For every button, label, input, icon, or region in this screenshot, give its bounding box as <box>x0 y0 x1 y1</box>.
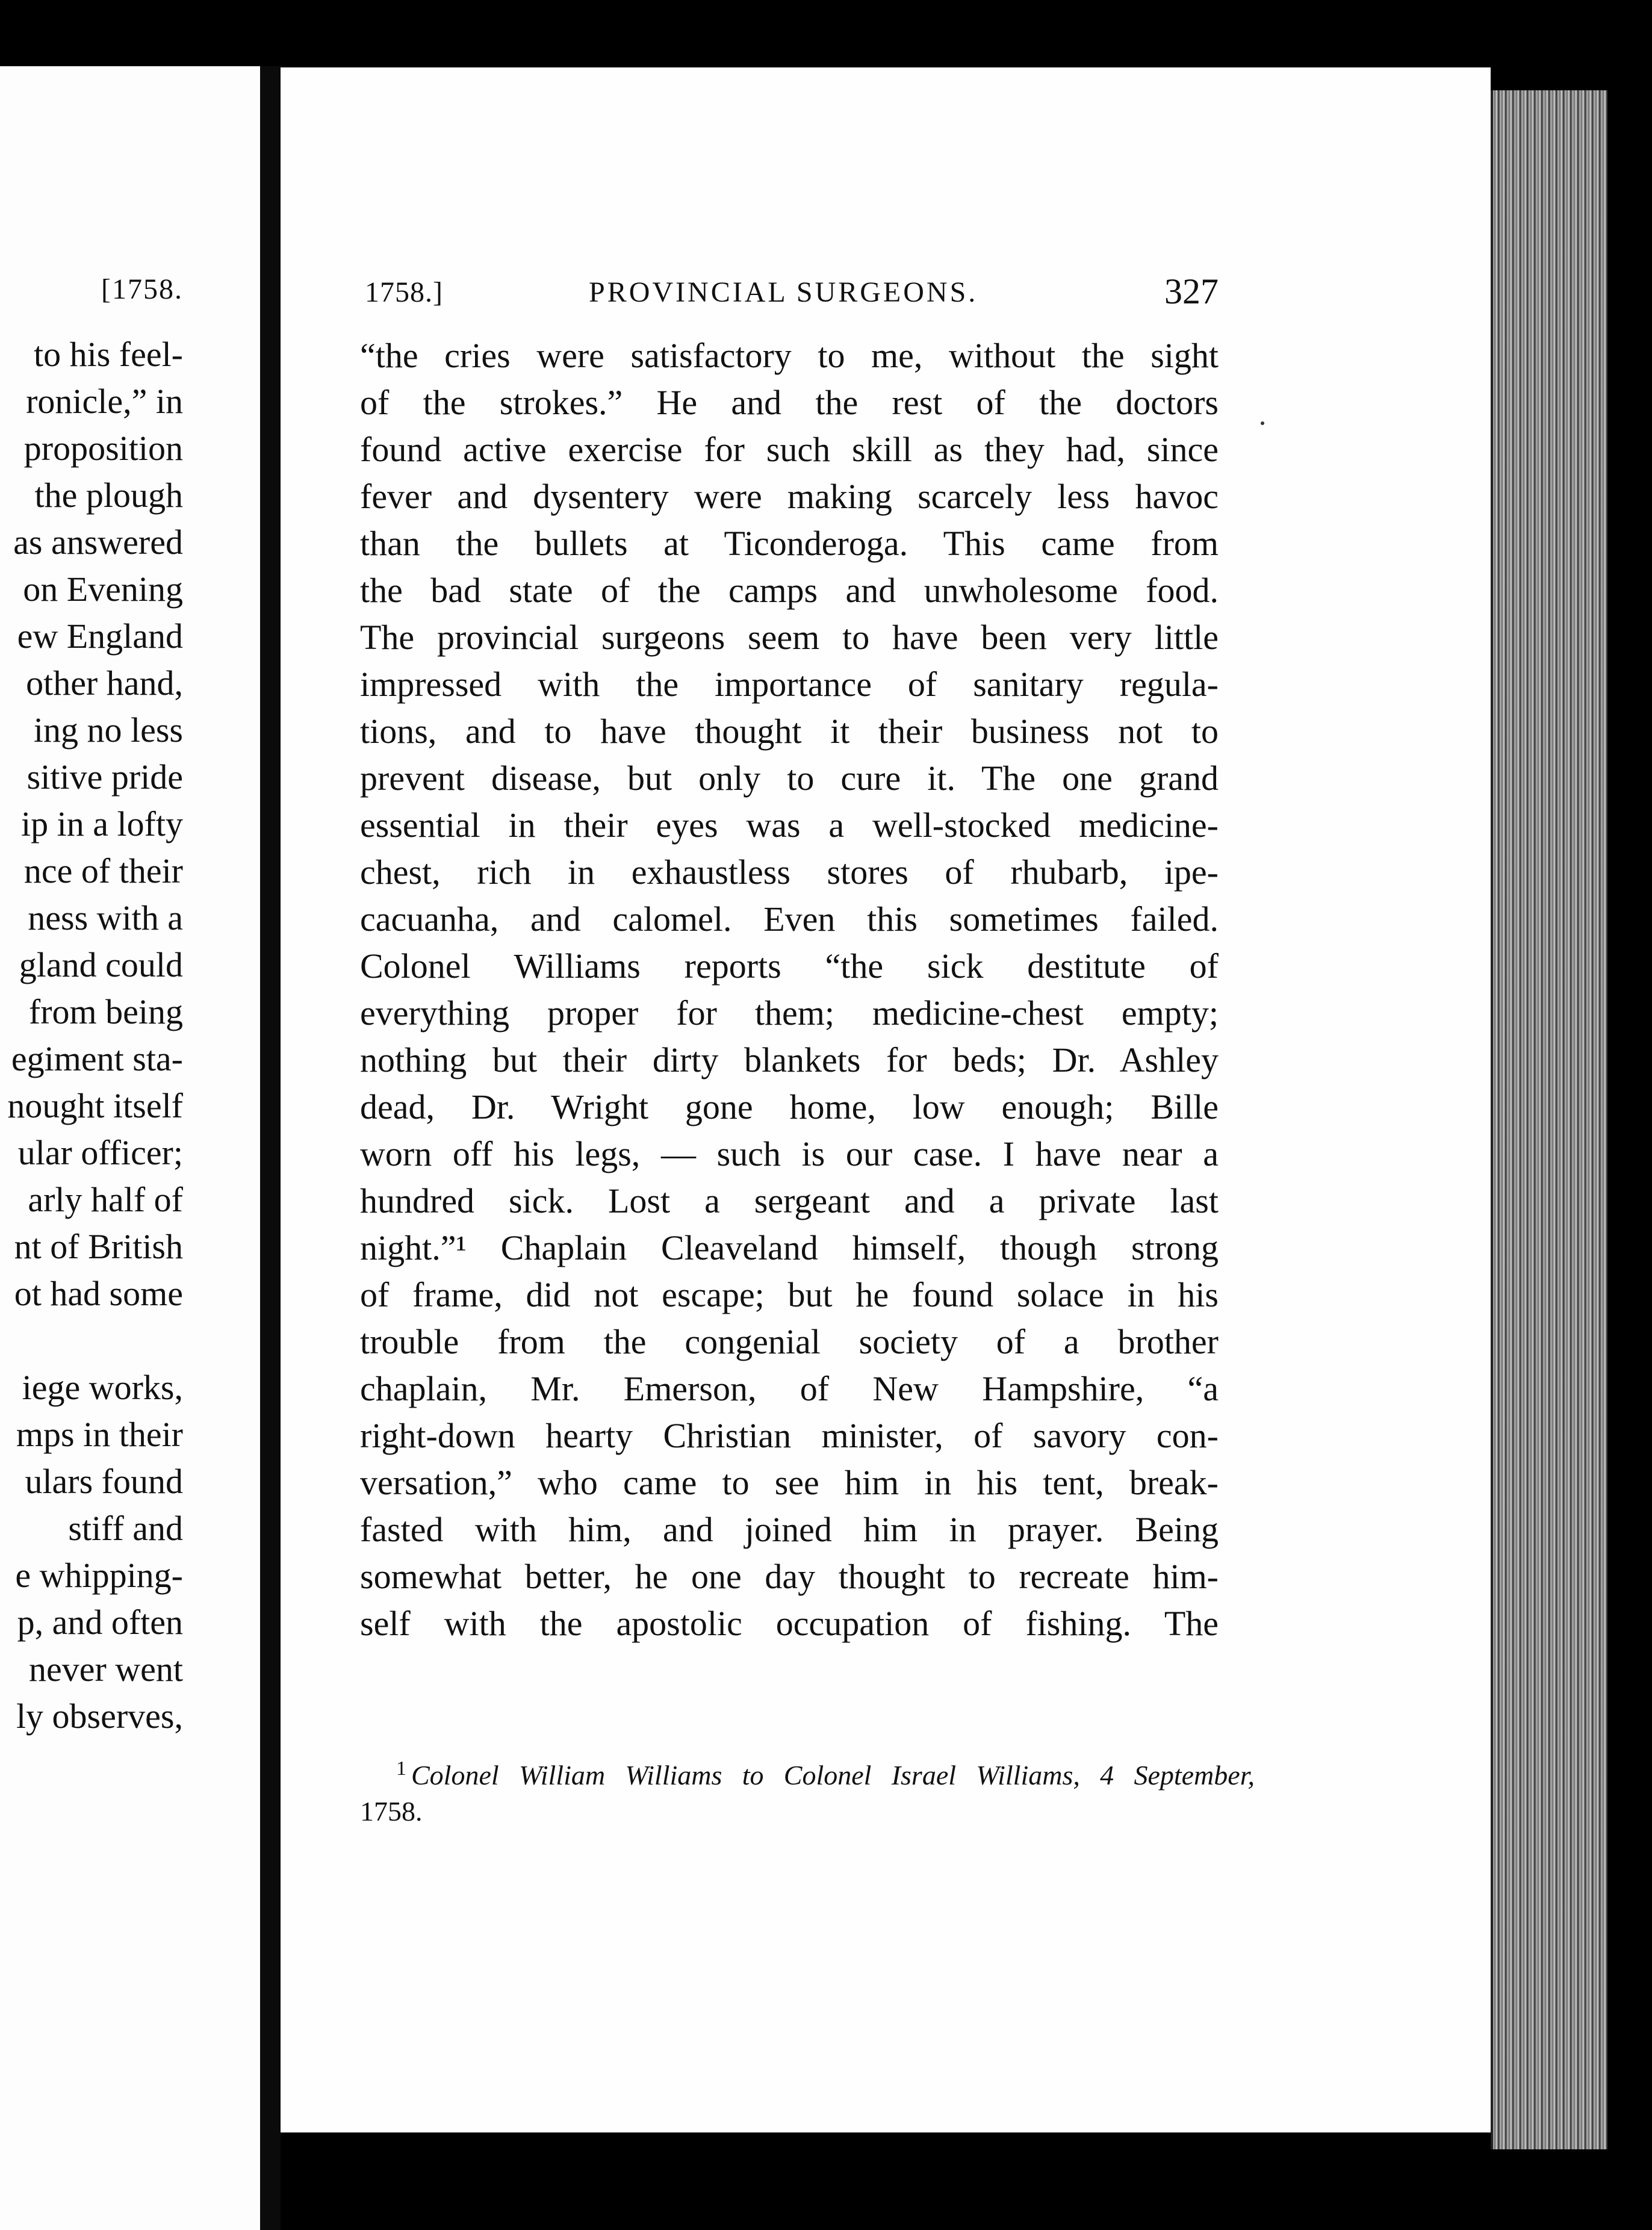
text-line: worn off his legs, — such is our case. I have near a <box>360 1134 1219 1173</box>
left-text-line: ly observes, <box>16 1697 183 1736</box>
footnote-marker: 1 <box>396 1757 406 1780</box>
text-line: of frame, did not escape; but he found solace in his <box>360 1275 1219 1314</box>
left-text-line: as answered <box>13 523 183 562</box>
left-text-line: gland could <box>19 945 183 984</box>
left-text-line: ular officer; <box>17 1133 183 1172</box>
left-text-line: proposition <box>23 429 183 468</box>
text-line: everything proper for them; medicine-chest empty; <box>360 993 1219 1033</box>
left-text-line: p, and often <box>17 1603 183 1642</box>
running-head-year: 1758.] <box>365 276 443 308</box>
text-line: chaplain, Mr. Emerson, of New Hampshire, “a <box>360 1369 1219 1408</box>
text-line: dead, Dr. Wright gone home, low enough; Bille <box>360 1087 1219 1126</box>
left-text-line: to his feel- <box>33 335 183 374</box>
text-line: The provincial surgeons seem to have been very little <box>360 618 1219 657</box>
left-text-line: nce of their <box>23 851 183 890</box>
left-page-fragment <box>0 66 260 2230</box>
text-line: than the bullets at Ticonderoga. This came from <box>360 524 1219 563</box>
text-line: hundred sick. Lost a sergeant and a private last <box>360 1181 1219 1220</box>
left-text-line: the plough <box>34 476 183 515</box>
text-line: of the strokes.” He and the rest of the doctors <box>360 383 1219 422</box>
left-text-line: from being <box>28 992 183 1031</box>
text-line: fasted with him, and joined him in prayer. Being <box>360 1510 1219 1549</box>
left-text-line: sitive pride <box>26 757 183 797</box>
text-line: prevent disease, but only to cure it. The one grand <box>360 759 1219 798</box>
text-line: found active exercise for such skill as they had, since <box>360 430 1219 469</box>
left-text-line: e whipping- <box>15 1556 183 1595</box>
running-head-title: PROVINCIAL SURGEONS. <box>589 276 978 308</box>
left-text-line: ness with a <box>28 898 183 937</box>
left-paragraph-gap <box>7 1317 183 1364</box>
text-line: trouble from the congenial society of a brother <box>360 1322 1219 1361</box>
text-line: cacuanha, and calomel. Even this sometimes failed. <box>360 899 1219 939</box>
left-text-line: stiff and <box>68 1509 183 1548</box>
text-line: somewhat better, he one day thought to recreate him- <box>360 1557 1219 1596</box>
text-line: “the cries were satisfactory to me, without the sight <box>360 336 1219 375</box>
left-text-line: ronicle,” in <box>26 382 183 421</box>
page-block-edge <box>1491 90 1607 2149</box>
left-text-line: iege works, <box>22 1368 183 1407</box>
text-line: essential in their eyes was a well-stocked medicine- <box>360 806 1219 845</box>
text-line: impressed with the importance of sanitary regula- <box>360 665 1219 704</box>
text-line: nothing but their dirty blankets for beds; Dr. Ashley <box>360 1040 1219 1079</box>
left-text-line: nought itself <box>7 1086 183 1125</box>
text-line: self with the apostolic occupation of fishing. The <box>360 1604 1219 1643</box>
text-line: tions, and to have thought it their business not to <box>360 712 1219 751</box>
text-line: the bad state of the camps and unwholesome food. <box>360 571 1219 610</box>
left-text-line: other hand, <box>26 663 183 703</box>
footnote-text: Colonel William Williams to Colonel Israel Williams, 4 September, <box>411 1760 1255 1791</box>
left-text-line: arly half of <box>28 1180 183 1219</box>
left-text-line: never went <box>28 1650 183 1689</box>
text-line: fever and dysentery were making scarcely less havoc <box>360 477 1219 516</box>
left-text-line: mps in their <box>16 1415 183 1454</box>
left-text-line: ip in a lofty <box>20 804 183 843</box>
left-text-line: on Evening <box>23 570 183 609</box>
left-text-line: nt of British <box>14 1227 183 1266</box>
left-running-head: [1758. <box>101 273 183 305</box>
footnote-line <box>360 1751 1255 1794</box>
text-line: versation,” who came to see him in his tent, break- <box>360 1463 1219 1502</box>
paper-speck <box>1261 421 1264 425</box>
right-page <box>281 67 1491 2132</box>
left-text-line: egiment sta- <box>11 1039 183 1078</box>
running-head <box>365 271 1219 313</box>
footnote-continuation: 1758. <box>360 1796 423 1827</box>
text-line: chest, rich in exhaustless stores of rhubarb, ipe- <box>360 853 1219 892</box>
page-number: 327 <box>1164 272 1219 311</box>
left-page-text <box>7 331 183 1740</box>
left-text-line: ot had some <box>14 1274 183 1313</box>
text-line: Colonel Williams reports “the sick destitute of <box>360 946 1219 986</box>
left-text-line: ew England <box>17 617 183 656</box>
body-text <box>360 332 1219 1647</box>
footnote <box>360 1751 1255 1830</box>
book-gutter <box>260 66 281 2230</box>
text-line: night.”¹ Chaplain Cleaveland himself, though strong <box>360 1228 1219 1267</box>
text-line: right-down hearty Christian minister, of savory con- <box>360 1416 1219 1455</box>
left-text-line: ulars found <box>25 1462 183 1501</box>
left-text-line: ing no less <box>33 710 183 750</box>
